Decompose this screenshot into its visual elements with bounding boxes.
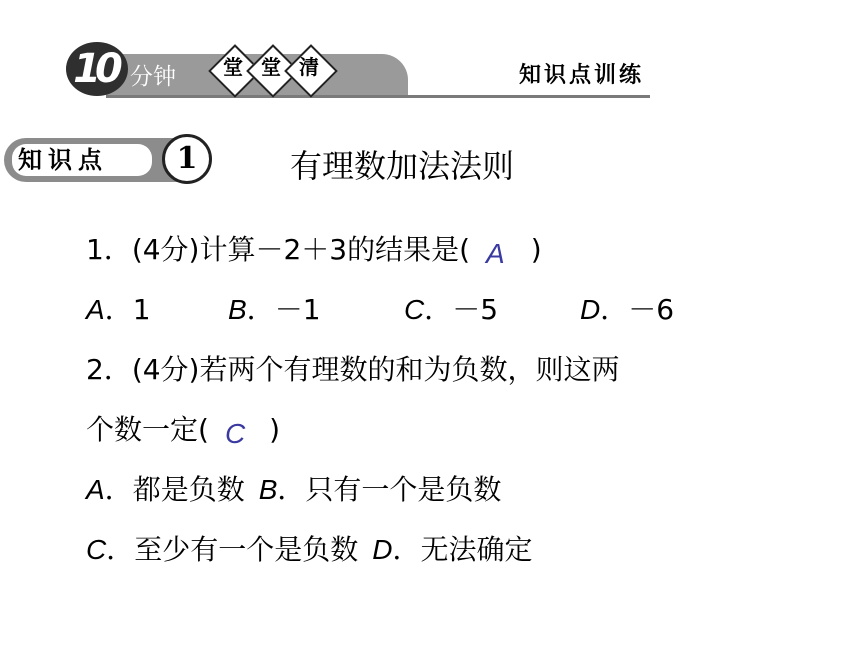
- option-letter: B: [228, 294, 247, 325]
- q2-stem-line1: 2．(4分)若两个有理数的和为负数，则这两: [86, 353, 620, 386]
- option-text: 至少有一个是负数: [134, 533, 359, 566]
- option-letter: C: [404, 294, 425, 325]
- section-tag: 知识点训练: [518, 63, 644, 88]
- option-text: －5: [452, 293, 499, 326]
- option-text: 只有一个是负数: [305, 473, 502, 506]
- q1-option-a: [86, 290, 228, 330]
- banner-underline: [106, 95, 650, 98]
- knowledge-point-tag: [4, 134, 218, 184]
- q2-options-row1: [86, 470, 501, 510]
- q1-options: [86, 290, 674, 330]
- option-letter: C: [86, 534, 107, 565]
- option-letter: D: [372, 534, 393, 565]
- option-text: 都是负数: [132, 473, 245, 506]
- option-sep: ．: [424, 293, 453, 326]
- q2-option-d: [372, 530, 532, 570]
- option-text: －6: [628, 293, 675, 326]
- stamp-char: 堂: [223, 55, 243, 79]
- option-text: －1: [274, 293, 321, 326]
- option-sep: ．: [104, 293, 133, 326]
- option-text: 1: [132, 293, 151, 326]
- section-title: 有理数加法法则: [290, 147, 515, 185]
- q1-close-paren: ): [530, 233, 542, 266]
- q1-option-c: [404, 290, 580, 330]
- option-sep: ．: [392, 533, 421, 566]
- header-banner: [66, 40, 650, 98]
- minutes-label: 分钟: [130, 64, 176, 90]
- option-letter: A: [86, 474, 105, 505]
- option-sep: ．: [246, 293, 275, 326]
- kp-label: 知识点: [18, 146, 108, 174]
- q2-option-b: [259, 470, 502, 510]
- q2-answer: C: [224, 418, 246, 449]
- q1-answer: A: [486, 238, 505, 269]
- q2-option-a: [86, 470, 245, 510]
- q1-stem: [86, 230, 542, 270]
- option-letter: A: [86, 294, 105, 325]
- kp-number-circle: 1: [162, 134, 212, 184]
- option-sep: ．: [106, 533, 135, 566]
- q1-option-d: [580, 290, 674, 330]
- option-text: 无法确定: [420, 533, 533, 566]
- option-letter: B: [258, 474, 278, 505]
- q2-close-paren: ): [269, 413, 281, 446]
- q1-option-b: [228, 290, 404, 330]
- option-sep: ．: [600, 293, 629, 326]
- q2-options-row2: [86, 530, 533, 570]
- q2-option-c: [86, 530, 358, 570]
- q1-stem-text: 1．(4分)计算－2＋3的结果是(: [86, 233, 471, 266]
- option-letter: D: [580, 294, 601, 325]
- option-sep: ．: [277, 473, 306, 506]
- q2-stem-text: 个数一定(: [86, 413, 209, 446]
- ten-minute-badge: 10: [66, 42, 128, 96]
- stamp-char: 堂: [261, 55, 281, 79]
- q2-stem-line2: [86, 410, 280, 450]
- option-sep: ．: [104, 473, 133, 506]
- stamp-char: 清: [299, 55, 319, 79]
- stamp-diamonds: [212, 40, 332, 98]
